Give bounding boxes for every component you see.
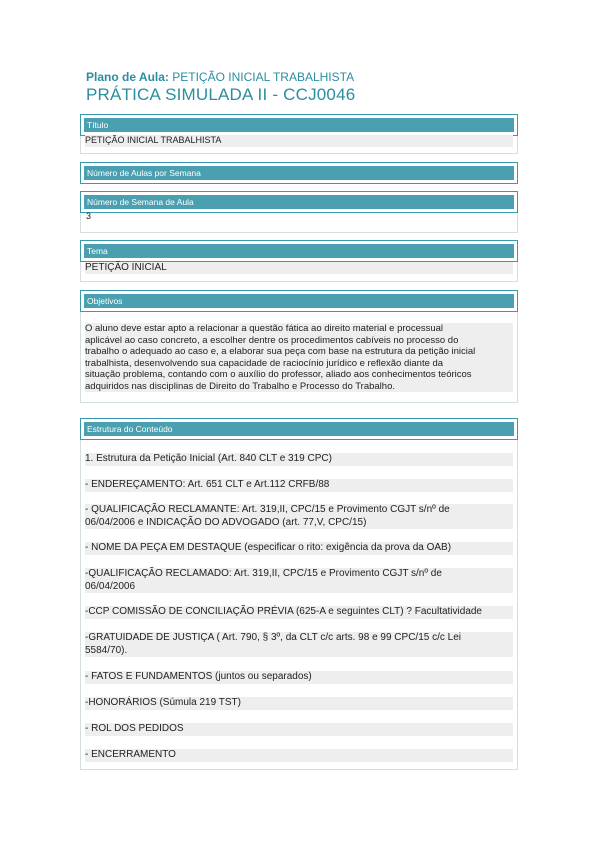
estrutura-line: -CCP COMISSÃO DE CONCILIAÇÃO PRÉVIA (625-A e seguintes CLT) ? Facultatividade (85, 606, 513, 619)
estrutura-line: -QUALIFICAÇÃO RECLAMADO: Art. 319,II, CPC/15 e Provimento CGJT s/nº de (85, 568, 513, 581)
estrutura-line: -HONORÁRIOS (Súmula 219 TST) (85, 697, 513, 710)
section-label: Título (84, 118, 514, 132)
section-label: Tema (84, 244, 514, 258)
estrutura-line: 06/04/2006 e INDICAÇÃO DO ADVOGADO (art. 77,V, CPC/15) (85, 517, 513, 530)
estrutura-item (85, 453, 513, 466)
estrutura-item (85, 542, 513, 555)
section-header-tema (80, 240, 518, 262)
objetivos-text (85, 323, 513, 392)
section-label: Objetivos (84, 294, 514, 308)
section-header-objetivos (80, 290, 518, 312)
section-label: Número de Semana de Aula (84, 195, 514, 209)
section-header-aulas (80, 162, 518, 184)
estrutura-item (85, 723, 513, 736)
section-label: Número de Aulas por Semana (84, 166, 514, 180)
objetivos-line: aplicável ao caso concreto, a escolher dentre os procedimentos cabíveis no processo do (85, 335, 513, 347)
estrutura-line: 1. Estrutura da Petição Inicial (Art. 840 CLT e 319 CPC) (85, 453, 513, 466)
estrutura-item (85, 504, 513, 529)
estrutura-line: - NOME DA PEÇA EM DESTAQUE (especificar o rito: exigência da prova da OAB) (85, 542, 513, 555)
estrutura-item (85, 671, 513, 684)
estrutura-item (85, 479, 513, 492)
estrutura-line: - FATOS E FUNDAMENTOS (juntos ou separados) (85, 671, 513, 684)
objetivos-line: O aluno deve estar apto a relacionar a questão fática ao direito material e processual (85, 323, 513, 335)
objetivos-line: trabalhista, desenvolvendo sua capacidade de raciocínio jurídico e reflexão diante da (85, 358, 513, 370)
section-label: Estrutura do Conteúdo (84, 422, 514, 436)
estrutura-line: 06/04/2006 (85, 581, 513, 594)
section-header-semana (80, 191, 518, 213)
semana-value: 3 (86, 211, 92, 221)
plan-label: Plano de Aula: (86, 70, 169, 84)
course-title: PRÁTICA SIMULADA II - CCJ0046 (86, 85, 356, 104)
plan-title: PETIÇÃO INICIAL TRABALHISTA (172, 70, 355, 84)
objetivos-line: adquiridos nas disciplinas de Direito do Trabalho e Processo do Trabalho. (85, 381, 513, 393)
plan-line (86, 70, 354, 84)
estrutura-line: - QUALIFICAÇÃO RECLAMANTE: Art. 319,II, CPC/15 e Provimento CGJT s/nº de (85, 504, 513, 517)
estrutura-line: 5584/70). (85, 645, 513, 658)
tema-value: PETIÇÃO INICIAL (85, 262, 513, 274)
objetivos-line: trabalho o adequado ao caso e, a elaborar sua peça com base na estrutura da petição inicial (85, 346, 513, 358)
estrutura-item (85, 568, 513, 593)
section-header-estrutura (80, 418, 518, 440)
estrutura-item (85, 632, 513, 657)
estrutura-item (85, 697, 513, 710)
estrutura-line: - ENCERRAMENTO (85, 749, 513, 762)
section-header-titulo (80, 114, 518, 136)
estrutura-line: - ROL DOS PEDIDOS (85, 723, 513, 736)
estrutura-item (85, 749, 513, 762)
section-box-semana (80, 213, 518, 233)
objetivos-line: situação problema, contando com o auxílio do professor, aliado aos conhecimentos teóricos (85, 369, 513, 381)
titulo-value: PETIÇÃO INICIAL TRABALHISTA (85, 135, 513, 147)
estrutura-item (85, 606, 513, 619)
estrutura-line: -GRATUIDADE DE JUSTIÇA ( Art. 790, § 3º, da CLT c/c arts. 98 e 99 CPC/15 c/c Lei (85, 632, 513, 645)
estrutura-line: - ENDEREÇAMENTO: Art. 651 CLT e Art.112 CRFB/88 (85, 479, 513, 492)
